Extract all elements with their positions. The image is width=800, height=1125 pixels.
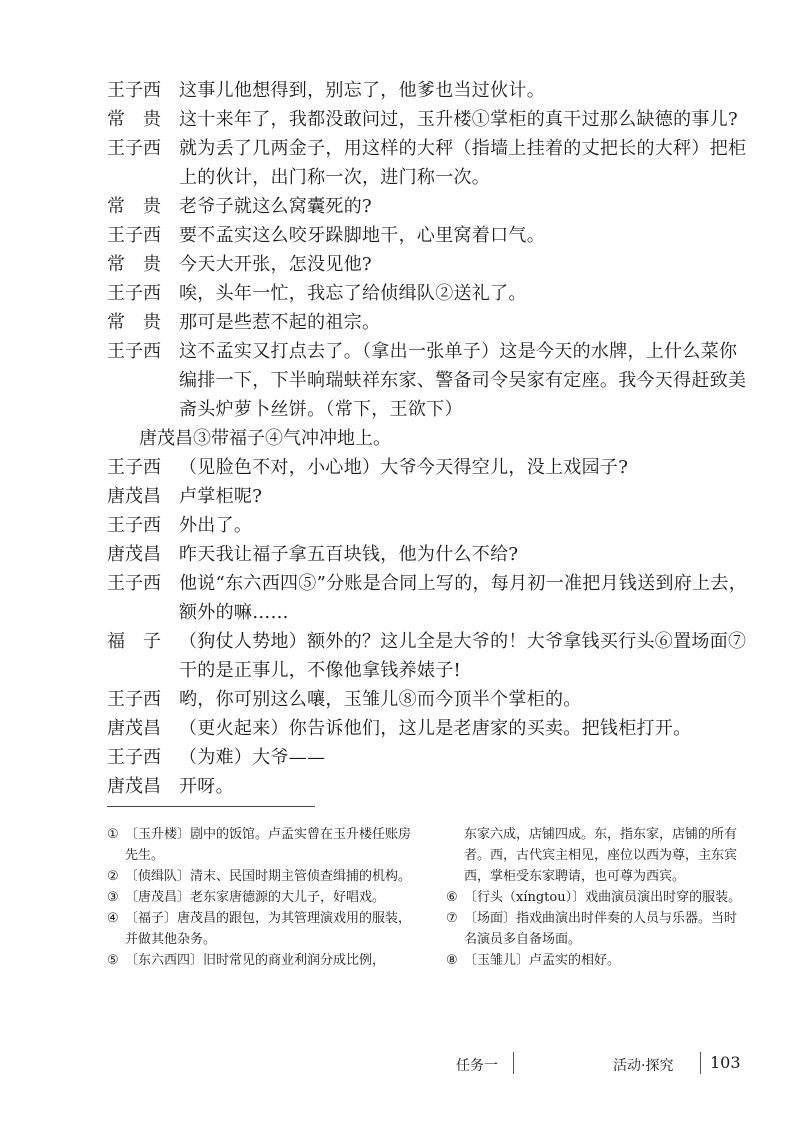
speaker-name: 王子西 xyxy=(107,573,161,594)
footnote-number xyxy=(446,824,464,887)
footnote xyxy=(107,866,422,887)
speaker-name: 唐茂昌 xyxy=(107,776,161,797)
footnote-text: 〔侦缉队〕清末、民国时期主管侦查缉捕的机构。 xyxy=(125,869,412,884)
dialogue-line xyxy=(107,743,747,772)
footnote xyxy=(107,887,422,908)
dialogue-line xyxy=(107,221,747,250)
dialogue-line xyxy=(107,482,747,511)
speech-text: 老爷子就这么窝囊死的? xyxy=(179,196,372,217)
dialogue-line xyxy=(107,308,747,337)
speaker-name: 王子西 xyxy=(107,515,161,536)
dialogue-line xyxy=(107,772,747,801)
speech-text: 这事儿他想得到，别忘了，他爹也当过伙计。 xyxy=(179,80,545,101)
speaker-name: 常 贵 xyxy=(107,254,161,275)
footnote xyxy=(446,950,746,971)
dialogue-line xyxy=(107,714,747,743)
speech-text: 外出了。 xyxy=(179,515,253,536)
dialogue-line xyxy=(107,250,747,279)
footer-activity: 活动·探究 xyxy=(613,1058,674,1074)
footnote xyxy=(107,908,422,950)
speech-text: （更火起来）你告诉他们，这儿是老唐家的买卖。把钱柜打开。 xyxy=(179,718,692,739)
footnote-number: ④ xyxy=(107,911,119,926)
footnote-number: ⑦ xyxy=(446,911,458,926)
speech-text: 那可是些惹不起的祖宗。 xyxy=(179,312,381,333)
footnote-text: 〔唐茂昌〕老东家唐德源的大儿子，好唱戏。 xyxy=(125,890,386,905)
speaker-name: 常 贵 xyxy=(107,109,161,130)
speaker-name: 王子西 xyxy=(107,689,161,710)
footnotes-left xyxy=(107,824,422,971)
speech-text: 哟，你可别这么嚷，玉雏儿⑧而今顶半个掌柜的。 xyxy=(179,689,582,710)
speech-text: 要不孟实这么咬牙跺脚地干，心里窝着口气。 xyxy=(179,225,545,246)
dialogue-line xyxy=(107,569,747,627)
dialogue-line xyxy=(107,279,747,308)
footnote xyxy=(446,887,746,908)
footnote-rule xyxy=(107,806,315,807)
page-footer xyxy=(0,1052,800,1076)
speaker-name: 唐茂昌 xyxy=(107,544,161,565)
footnote xyxy=(107,950,422,971)
speech-text: 唉，头年一忙，我忘了给侦缉队②送礼了。 xyxy=(179,283,527,304)
footer-task: 任务一 xyxy=(456,1058,498,1074)
dialogue-line xyxy=(107,105,747,134)
footnote-text: 〔场面〕指戏曲演出时伴奏的人员与乐器。当时名演员多自备场面。 xyxy=(464,911,738,947)
dialogue-line xyxy=(107,685,747,714)
dialogue-line xyxy=(107,76,747,105)
speaker-name: 王子西 xyxy=(107,341,161,362)
dialogue-line xyxy=(107,453,747,482)
speaker-name: 王子西 xyxy=(107,225,161,246)
speaker-name: 常 贵 xyxy=(107,312,161,333)
dialogue-line xyxy=(107,627,747,685)
dialogue-line xyxy=(107,337,747,424)
footnotes-right xyxy=(446,824,746,971)
speech-text: 今天大开张，怎没见他? xyxy=(179,254,372,275)
speaker-name: 唐茂昌 xyxy=(107,486,161,507)
footnote-text: 〔福子〕唐茂昌的跟包，为其管理演戏用的服装，并做其他杂务。 xyxy=(125,911,412,947)
footnote-text: 〔东六西四〕旧时常见的商业利润分成比例， xyxy=(125,953,386,968)
speech-text: 这不孟实又打点去了。（拿出一张单子）这是今天的水牌，上什么菜你编排一下，下半晌瑞蚨祥东家、警备司令吴家有定座。我今天得赶致美斋头炉萝卜丝饼。（常下，王欲下） xyxy=(179,341,747,420)
speaker-name: 王子西 xyxy=(107,747,161,768)
dialogue-line xyxy=(107,511,747,540)
footer-divider xyxy=(513,1052,514,1074)
speech-text: （为难）大爷—— xyxy=(179,747,326,768)
dialogue-line xyxy=(107,540,747,569)
footnote-number: ② xyxy=(107,869,119,884)
footer-divider xyxy=(700,1052,701,1074)
dialogue-block xyxy=(107,76,747,801)
speech-text: 这十来年了，我都没敢问过，玉升楼①掌柜的真干过那么缺德的事儿? xyxy=(179,109,738,130)
footnote xyxy=(446,908,746,950)
dialogue-line xyxy=(107,134,747,192)
speaker-name: 王子西 xyxy=(107,138,161,159)
footnote-text: 〔玉雏儿〕卢孟实的相好。 xyxy=(464,953,621,968)
speech-text: （狗仗人势地）额外的？这儿全是大爷的！大爷拿钱买行头⑥置场面⑦干的是正事儿，不像他拿钱养婊子! xyxy=(179,631,747,681)
speaker-name: 王子西 xyxy=(107,457,161,478)
speech-text: 卢掌柜呢? xyxy=(179,486,263,507)
speaker-name: 王子西 xyxy=(107,80,161,101)
speech-text: 就为丢了几两金子，用这样的大秤（指墙上挂着的丈把长的大秤）把柜上的伙计，出门称一次，进门称一次。 xyxy=(179,138,747,188)
speech-text: 昨天我让福子拿五百块钱，他为什么不给? xyxy=(179,544,519,565)
speaker-name: 唐茂昌 xyxy=(107,718,161,739)
stage-direction: 唐茂昌③带福子④气冲冲地上。 xyxy=(139,428,391,449)
speech-text: 开呀。 xyxy=(179,776,234,797)
footnote-number: ① xyxy=(107,827,119,842)
speech-text: 他说“东六西四⑤”分账是合同上写的，每月初一准把月钱送到府上去，额外的嘛…… xyxy=(179,573,748,623)
footnote-text: 东家六成，店铺四成。东，指东家，店铺的所有者。西，古代宾主相见，座位以西为尊，主东宾西，掌柜受东家聘请，也可尊为西宾。 xyxy=(464,827,738,884)
speech-text: （见脸色不对，小心地）大爷今天得空儿，没上戏园子? xyxy=(179,457,629,478)
footnote-number: ③ xyxy=(107,890,119,905)
footnote-number: ⑤ xyxy=(107,953,119,968)
speaker-name: 福 子 xyxy=(107,631,161,652)
dialogue-line xyxy=(107,192,747,221)
page-number: 103 xyxy=(710,1053,741,1072)
footnote-text: 〔行头（xíngtou）〕戏曲演员演出时穿的服装。 xyxy=(464,890,742,905)
speaker-name: 王子西 xyxy=(107,283,161,304)
footnote-number: ⑧ xyxy=(446,953,458,968)
footnote-number: ⑥ xyxy=(446,890,458,905)
footnote xyxy=(446,824,746,887)
speaker-name: 常 贵 xyxy=(107,196,161,217)
footnote xyxy=(107,824,422,866)
footnote-text: 〔玉升楼〕剧中的饭馆。卢孟实曾在玉升楼任账房先生。 xyxy=(125,827,412,863)
